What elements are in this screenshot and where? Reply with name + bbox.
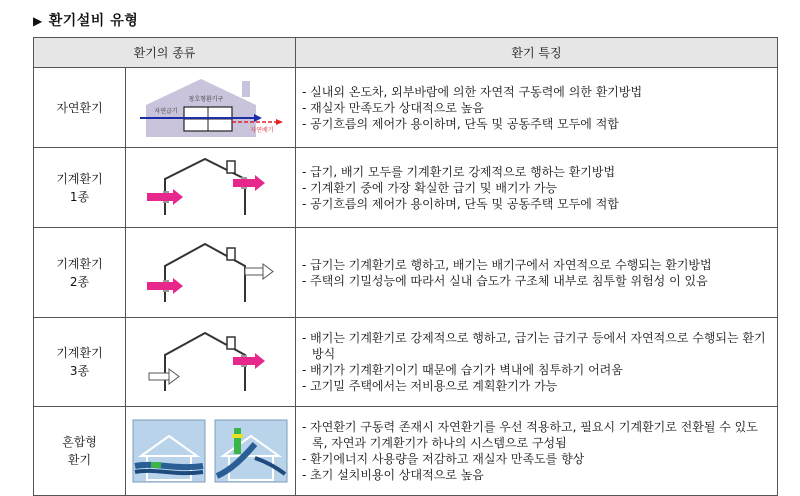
title-text: 환기설비 유형 xyxy=(48,13,139,29)
feature-item: - 주택의 기밀성능에 따라서 실내 습도가 구조체 내부로 침투할 위험성 이 있음 xyxy=(302,273,771,289)
natural-supply-label: 자연급기 xyxy=(153,107,178,115)
page-title xyxy=(33,10,138,30)
features-cell xyxy=(296,318,778,407)
diagram-cell xyxy=(126,68,296,148)
feature-item: - 기계환기 중에 가장 확실한 급기 및 배기가 가능 xyxy=(302,180,771,196)
type-label: 기계환기 xyxy=(56,256,103,271)
table-row xyxy=(34,148,778,228)
feature-item: - 실내외 온도차, 외부바람에 의한 자연적 구동력에 의한 환기방법 xyxy=(302,84,771,100)
table-row xyxy=(34,228,778,318)
type-cell xyxy=(34,318,126,407)
type-sub-label: 2종 xyxy=(69,274,90,289)
feature-item: - 환기에너지 사용량을 저감하고 재실자 만족도를 향상 xyxy=(302,451,771,467)
diagram-cell xyxy=(126,407,296,496)
type-sub-label: 1종 xyxy=(69,189,90,204)
mechanical-type3-diagram xyxy=(141,329,281,395)
feature-item: - 초기 설치비용이 상대적으로 높음 xyxy=(302,467,771,483)
feature-item: - 급기는 기계환기로 행하고, 배기는 배기구에서 자연적으로 수행되는 환기방법 xyxy=(302,257,771,273)
diagram-cell xyxy=(126,148,296,228)
hybrid-ventilation-diagrams xyxy=(131,418,291,484)
type-label: 자연환기 xyxy=(56,100,103,115)
natural-exhaust-label: 자연배기 xyxy=(249,126,274,134)
feature-item: - 공기흐름의 제어가 용이하며, 단독 및 공동주택 모두에 적합 xyxy=(302,116,771,132)
feature-item: - 재실자 만족도가 상대적으로 높음 xyxy=(302,100,771,116)
table-row xyxy=(34,407,778,496)
mechanical-type1-diagram xyxy=(141,157,281,219)
type-cell xyxy=(34,407,126,496)
header-features: 환기 특징 xyxy=(296,38,778,68)
header-type: 환기의 종류 xyxy=(34,38,296,68)
type-label: 혼합형 xyxy=(62,435,97,449)
feature-item: - 급기, 배기 모두를 기계환기로 강제적으로 행하는 환기방법 xyxy=(302,164,771,180)
mechanical-type2-diagram xyxy=(141,240,281,306)
features-cell xyxy=(296,148,778,228)
ventilation-table xyxy=(33,37,778,496)
type-label: 기계환기 xyxy=(56,171,103,186)
exhaust-vent-label: 창호형환기구 xyxy=(188,95,223,103)
feature-item: - 고기밀 주택에서는 저비용으로 계획환기가 가능 xyxy=(302,378,771,394)
type-cell xyxy=(34,228,126,318)
diagram-cell xyxy=(126,228,296,318)
table-row xyxy=(34,68,778,148)
natural-ventilation-diagram xyxy=(136,77,286,139)
features-cell xyxy=(296,68,778,148)
table-header-row xyxy=(34,38,778,68)
diagram-cell xyxy=(126,318,296,407)
type-sub-label: 환기 xyxy=(67,453,92,467)
features-cell xyxy=(296,407,778,496)
type-cell xyxy=(34,148,126,228)
type-label: 기계환기 xyxy=(56,346,103,360)
feature-item: - 자연환기 구동력 존재시 자연환기를 우선 적용하고, 필요시 기계환기로 전환될 수 있도록, 자연과 기계환기가 하나의 시스템으로 구성됨 xyxy=(302,419,771,451)
table-row xyxy=(34,318,778,407)
feature-item: - 배기는 기계환기로 강제적으로 행하고, 급기는 급기구 등에서 자연적으로 수행되는 환기방식 xyxy=(302,330,771,362)
feature-item: - 배기가 기계환기이기 때문에 습기가 벽내에 침투하기 어려움 xyxy=(302,362,771,378)
feature-item: - 공기흐름의 제어가 용이하며, 단독 및 공동주택 모두에 적합 xyxy=(302,196,771,212)
features-cell xyxy=(296,228,778,318)
triangle-bullet-icon: ▶ xyxy=(33,14,43,28)
type-cell xyxy=(34,68,126,148)
type-sub-label: 3종 xyxy=(69,364,90,378)
